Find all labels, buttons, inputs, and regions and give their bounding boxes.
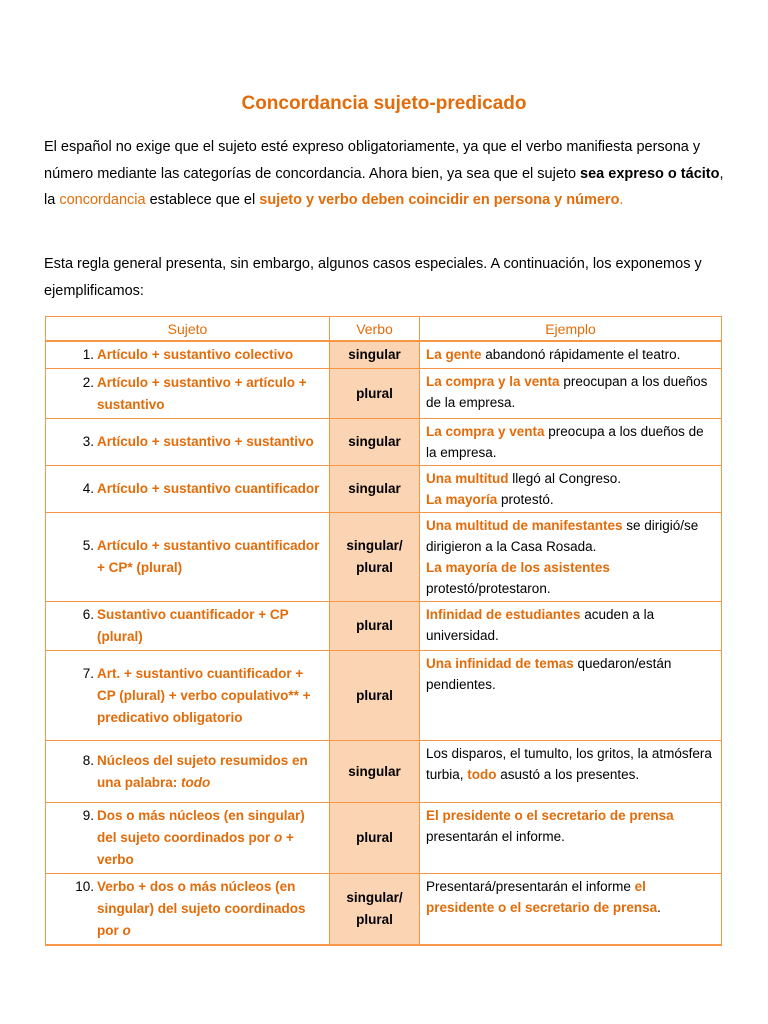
concordance-table <box>45 316 722 946</box>
intro-text-1: El español no exige que el sujeto esté expreso obligatoriamente, ya que el verbo manifiesta persona y número mediante las categorías de concordancia. Ahora bien, ya sea que el sujeto <box>44 139 701 182</box>
sujeto-segment: o <box>274 830 283 845</box>
ejemplo-cell <box>420 803 722 874</box>
sujeto-segment: Artículo + sustantivo colectivo <box>97 347 294 362</box>
sujeto-text <box>97 805 325 871</box>
header-sujeto: Sujeto <box>46 317 330 342</box>
ejemplo-segment: Una multitud de manifestantes <box>426 518 623 533</box>
document-title: Concordancia sujeto-predicado <box>241 93 527 114</box>
ejemplo-segment: La gente <box>426 347 482 362</box>
sujeto-segment: Sustantivo cuantificador + CP (plural) <box>97 607 289 644</box>
ejemplo-cell <box>420 651 722 741</box>
ejemplo-segment: Infinidad de estudiantes <box>426 607 581 622</box>
intro-text-5: establece que el <box>145 192 260 208</box>
table-row <box>46 741 722 803</box>
table-row <box>46 341 722 369</box>
sujeto-segment: o <box>122 923 131 938</box>
sujeto-segment: + verbo <box>97 830 294 867</box>
sujeto-segment: Dos o más núcleos (en singular) del sujeto coordinados por <box>97 808 305 845</box>
ejemplo-segment: La mayoría de los asistentes <box>426 560 610 575</box>
sujeto-cell <box>46 874 330 946</box>
verbo-cell: singular <box>330 466 420 513</box>
ejemplo-segment: preocupa a los dueños de la empresa. <box>426 424 704 460</box>
verbo-cell: plural <box>330 651 420 741</box>
row-number: 8. <box>82 752 94 768</box>
sujeto-segment: Art. + sustantivo cuantificador + CP (plural) + verbo copulativo** + predicativo obligatorio <box>97 665 311 725</box>
ejemplo-segment: La mayoría <box>426 492 498 507</box>
ejemplo-segment: abandonó rápidamente el teatro. <box>481 347 681 362</box>
sujeto-text <box>97 344 325 366</box>
sujeto-cell <box>46 341 330 369</box>
sujeto-segment: Artículo + sustantivo cuantificador + CP* (plural) <box>97 538 320 575</box>
sujeto-text <box>97 431 325 453</box>
ejemplo-segment: quedaron/están pendientes. <box>426 656 672 692</box>
header-verbo: Verbo <box>330 317 420 342</box>
verbo-cell: singular <box>330 419 420 466</box>
sujeto-segment: Artículo + sustantivo cuantificador <box>97 481 320 496</box>
sujeto-cell <box>46 369 330 419</box>
sujeto-segment: Artículo + sustantivo + sustantivo <box>97 434 314 449</box>
intro-paragraph <box>44 134 734 214</box>
ejemplo-segment: El presidente o el secretario de prensa <box>426 808 674 823</box>
ejemplo-cell <box>420 513 722 602</box>
table-header-row <box>46 317 722 342</box>
row-number: 10. <box>75 879 94 894</box>
ejemplo-segment: el presidente o el secretario de prensa <box>426 879 658 915</box>
table-row <box>46 602 722 651</box>
verbo-cell: plural <box>330 369 420 419</box>
table-body <box>46 341 722 945</box>
row-number: 2. <box>82 374 94 390</box>
verbo-cell: plural <box>330 803 420 874</box>
sujeto-cell <box>46 513 330 602</box>
intro-text-3: , la <box>44 165 724 208</box>
sujeto-text <box>97 663 325 729</box>
ejemplo-segment: todo <box>467 767 497 782</box>
row-number: 6. <box>82 607 94 622</box>
ejemplo-cell <box>420 419 722 466</box>
ejemplo-segment: acuden a la universidad. <box>426 607 655 643</box>
ejemplo-cell <box>420 602 722 651</box>
ejemplo-segment: La compra y la venta <box>426 374 560 389</box>
ejemplo-cell <box>420 369 722 419</box>
sujeto-cell <box>46 602 330 651</box>
ejemplo-segment: protestó. <box>497 492 554 507</box>
ejemplo-cell <box>420 341 722 369</box>
sujeto-cell <box>46 419 330 466</box>
intro-text-7: . <box>619 192 624 208</box>
verbo-cell: singular <box>330 341 420 369</box>
ejemplo-cell <box>420 874 722 946</box>
sujeto-text <box>97 478 325 500</box>
ejemplo-segment: Presentará/presentarán el informe <box>426 879 635 894</box>
table-row <box>46 803 722 874</box>
header-ejemplo: Ejemplo <box>420 317 722 342</box>
ejemplo-segment: se dirigió/se dirigieron a la Casa Rosada. <box>426 518 699 554</box>
ejemplo-segment: asustó a los presentes. <box>496 767 640 782</box>
row-number: 5. <box>82 538 94 553</box>
row-number: 1. <box>82 347 94 362</box>
table-row <box>46 513 722 602</box>
row-number: 9. <box>82 808 94 823</box>
sujeto-cell <box>46 466 330 513</box>
table-row <box>46 651 722 741</box>
sujeto-segment: Verbo + dos o más núcleos (en singular) del sujeto coordinados por <box>97 879 306 938</box>
sujeto-text <box>97 604 325 648</box>
row-number: 3. <box>82 434 94 449</box>
sujeto-text <box>97 372 325 416</box>
sujeto-text <box>97 535 325 579</box>
table-row <box>46 419 722 466</box>
ejemplo-segment: preocupan a los dueños de la empresa. <box>426 374 708 410</box>
verbo-cell: plural <box>330 602 420 651</box>
sujeto-segment: Artículo + sustantivo + artículo + sustantivo <box>97 374 307 412</box>
cases-paragraph: Esta regla general presenta, sin embargo, algunos casos especiales. A continuación, los exponemos y ejemplificamos: <box>44 256 702 299</box>
row-number: 4. <box>82 481 94 496</box>
ejemplo-cell <box>420 466 722 513</box>
ejemplo-segment: protestó/protestaron. <box>426 581 551 596</box>
ejemplo-cell <box>420 741 722 803</box>
table-row <box>46 874 722 946</box>
ejemplo-segment: Los disparos, el tumulto, los gritos, la atmósfera turbia, <box>426 746 712 782</box>
intro-rule-highlight: sujeto y verbo deben coincidir en persona y número <box>259 192 620 208</box>
intro-keyword-concordancia: concordancia <box>59 192 146 208</box>
verbo-cell: singular <box>330 741 420 803</box>
sujeto-segment: todo <box>181 774 211 790</box>
ejemplo-segment: Una multitud <box>426 471 509 486</box>
ejemplo-segment: . <box>657 900 661 915</box>
intro-emphasis-expreso: sea expreso o tácito <box>580 165 720 182</box>
sujeto-segment: Núcleos del sujeto resumidos en una palabra: <box>97 752 308 790</box>
verbo-cell: singular/ plural <box>330 874 420 946</box>
verbo-cell: singular/ plural <box>330 513 420 602</box>
ejemplo-segment: La compra y venta <box>426 424 545 439</box>
ejemplo-segment: Una infinidad de temas <box>426 656 574 671</box>
ejemplo-segment: llegó al Congreso. <box>508 471 622 486</box>
table-row <box>46 369 722 419</box>
sujeto-text <box>97 750 325 794</box>
sujeto-cell <box>46 803 330 874</box>
row-number: 7. <box>82 665 94 681</box>
sujeto-text <box>97 876 325 942</box>
sujeto-cell <box>46 651 330 741</box>
sujeto-cell <box>46 741 330 803</box>
table-row <box>46 466 722 513</box>
ejemplo-segment: presentarán el informe. <box>426 829 565 844</box>
